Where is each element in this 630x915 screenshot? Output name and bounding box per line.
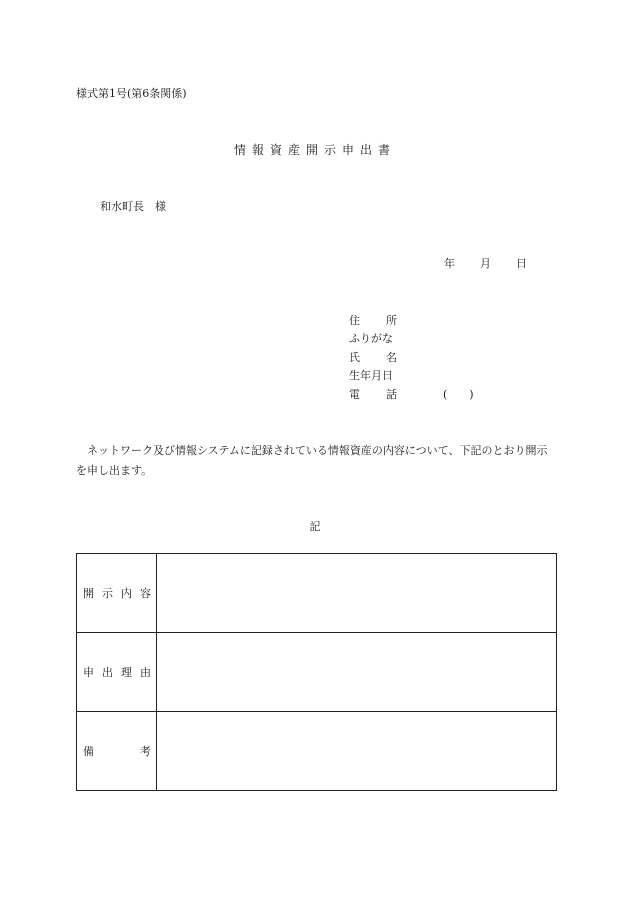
form-number: 様式第1号(第6条関係) (76, 87, 187, 100)
date-year-label: 年 (444, 257, 455, 270)
birthdate-label (349, 367, 393, 383)
birthdate-label-text: 生年月日 (349, 369, 393, 382)
remarks-field[interactable] (157, 712, 557, 791)
address-label (349, 312, 397, 328)
name-label (349, 349, 397, 365)
remarks-label: 備考 (77, 712, 157, 791)
table-row (77, 712, 557, 791)
page-title: 情報資産開示申出書 (233, 143, 396, 157)
request-reason-label: 申出理由 (77, 633, 157, 712)
phone-label (349, 386, 397, 402)
request-reason-field[interactable] (157, 633, 557, 712)
details-table (76, 553, 557, 791)
date-day-label: 日 (516, 257, 527, 270)
table-row (77, 554, 557, 633)
furigana-label-text: ふりがな (349, 332, 393, 345)
body-text: ネットワーク及び情報システムに記録されている情報資産の内容について、下記のとおり開示を申し出ます。 (76, 444, 548, 477)
disclosure-content-label: 開示内容 (77, 554, 157, 633)
date-month-label: 月 (480, 257, 491, 270)
phone-area-code-parens: ( ) (443, 388, 474, 401)
table-row (77, 633, 557, 712)
address-label-text: 住 所 (349, 314, 397, 327)
furigana-label (349, 330, 393, 346)
phone-label-text: 電 話 (349, 388, 397, 401)
ki-heading: 記 (309, 520, 321, 533)
name-label-text: 氏 名 (349, 351, 397, 364)
addressee: 和水町長 様 (100, 200, 166, 213)
disclosure-content-field[interactable] (157, 554, 557, 633)
